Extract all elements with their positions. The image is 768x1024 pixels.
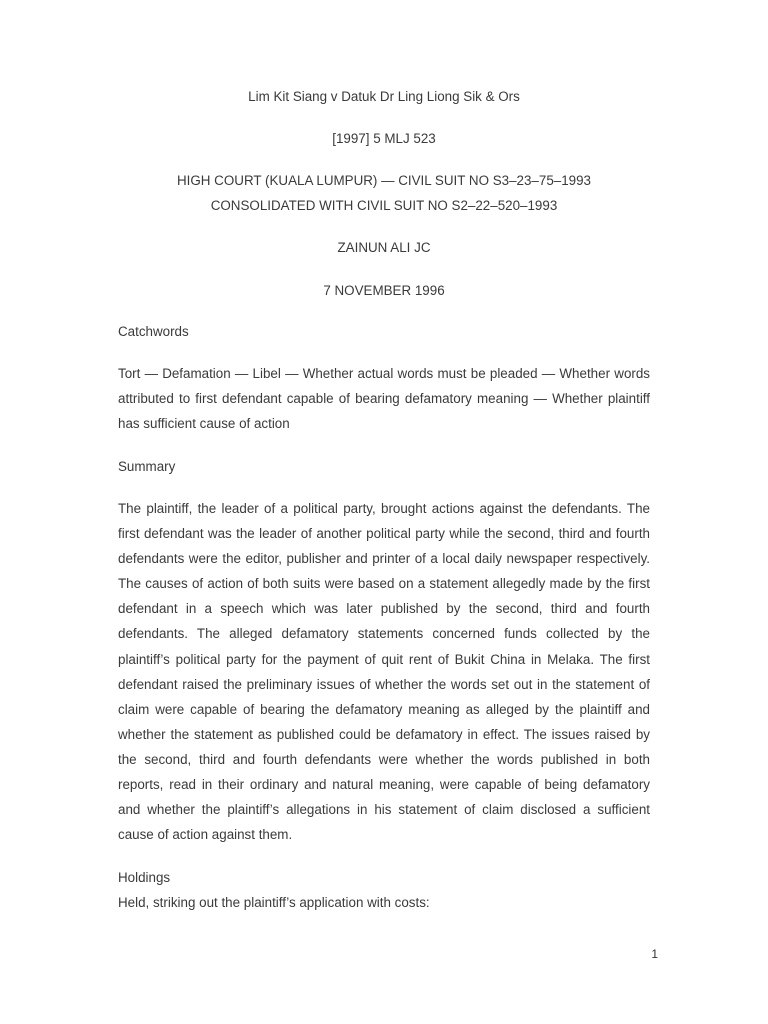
page-number: 1 (651, 947, 658, 961)
catchwords-heading: Catchwords (118, 324, 189, 339)
court-line-1: HIGH COURT (KUALA LUMPUR) — CIVIL SUIT NO S3–23–75–1993 (176, 173, 592, 188)
judgment-date: 7 NOVEMBER 1996 (323, 283, 445, 298)
summary-text: The plaintiff, the leader of a political party, brought actions against the defendants. The first defendant was the leader of another political party while the second, third and fourth defendants were the editor, publisher and printer of a local daily newspaper respectively. The causes of action of both suits were based on a statement allegedly made by the first defendant in a speech which was later published by the second, third and fourth defendants. The alleged defamatory statements concerned funds collected by the plaintiff’s political party for the payment of quit rent of Bukit China in Melaka. The first defendant raised the preliminary issues of whether the words set out in the statement of claim were capable of bearing the defamatory meaning as alleged by the plaintiff and whether the statement as published could be defamatory in effect. The issues raised by the second, third and fourth defendants were whether the words published in both reports, read in their ordinary and natural meaning, were capable of being defamatory and whether the plaintiff’s allegations in his statement of claim disclosed a sufficient cause of action against them. (118, 501, 650, 843)
summary-heading: Summary (118, 459, 176, 474)
case-title: Lim Kit Siang v Datuk Dr Ling Liong Sik & Ors (248, 89, 520, 104)
judge-name: ZAINUN ALI JC (337, 240, 431, 255)
holdings-heading: Holdings (118, 870, 171, 885)
court-line-2: CONSOLIDATED WITH CIVIL SUIT NO S2–22–520–1993 (210, 198, 558, 213)
catchwords-text: Tort — Defamation — Libel — Whether actual words must be pleaded — Whether words attributed to first defendant capable of bearing defamatory meaning — Whether plaintiff has sufficient cause of action (118, 366, 650, 432)
citation: [1997] 5 MLJ 523 (332, 131, 436, 146)
holdings-text: Held, striking out the plaintiff’s application with costs: (118, 895, 430, 910)
